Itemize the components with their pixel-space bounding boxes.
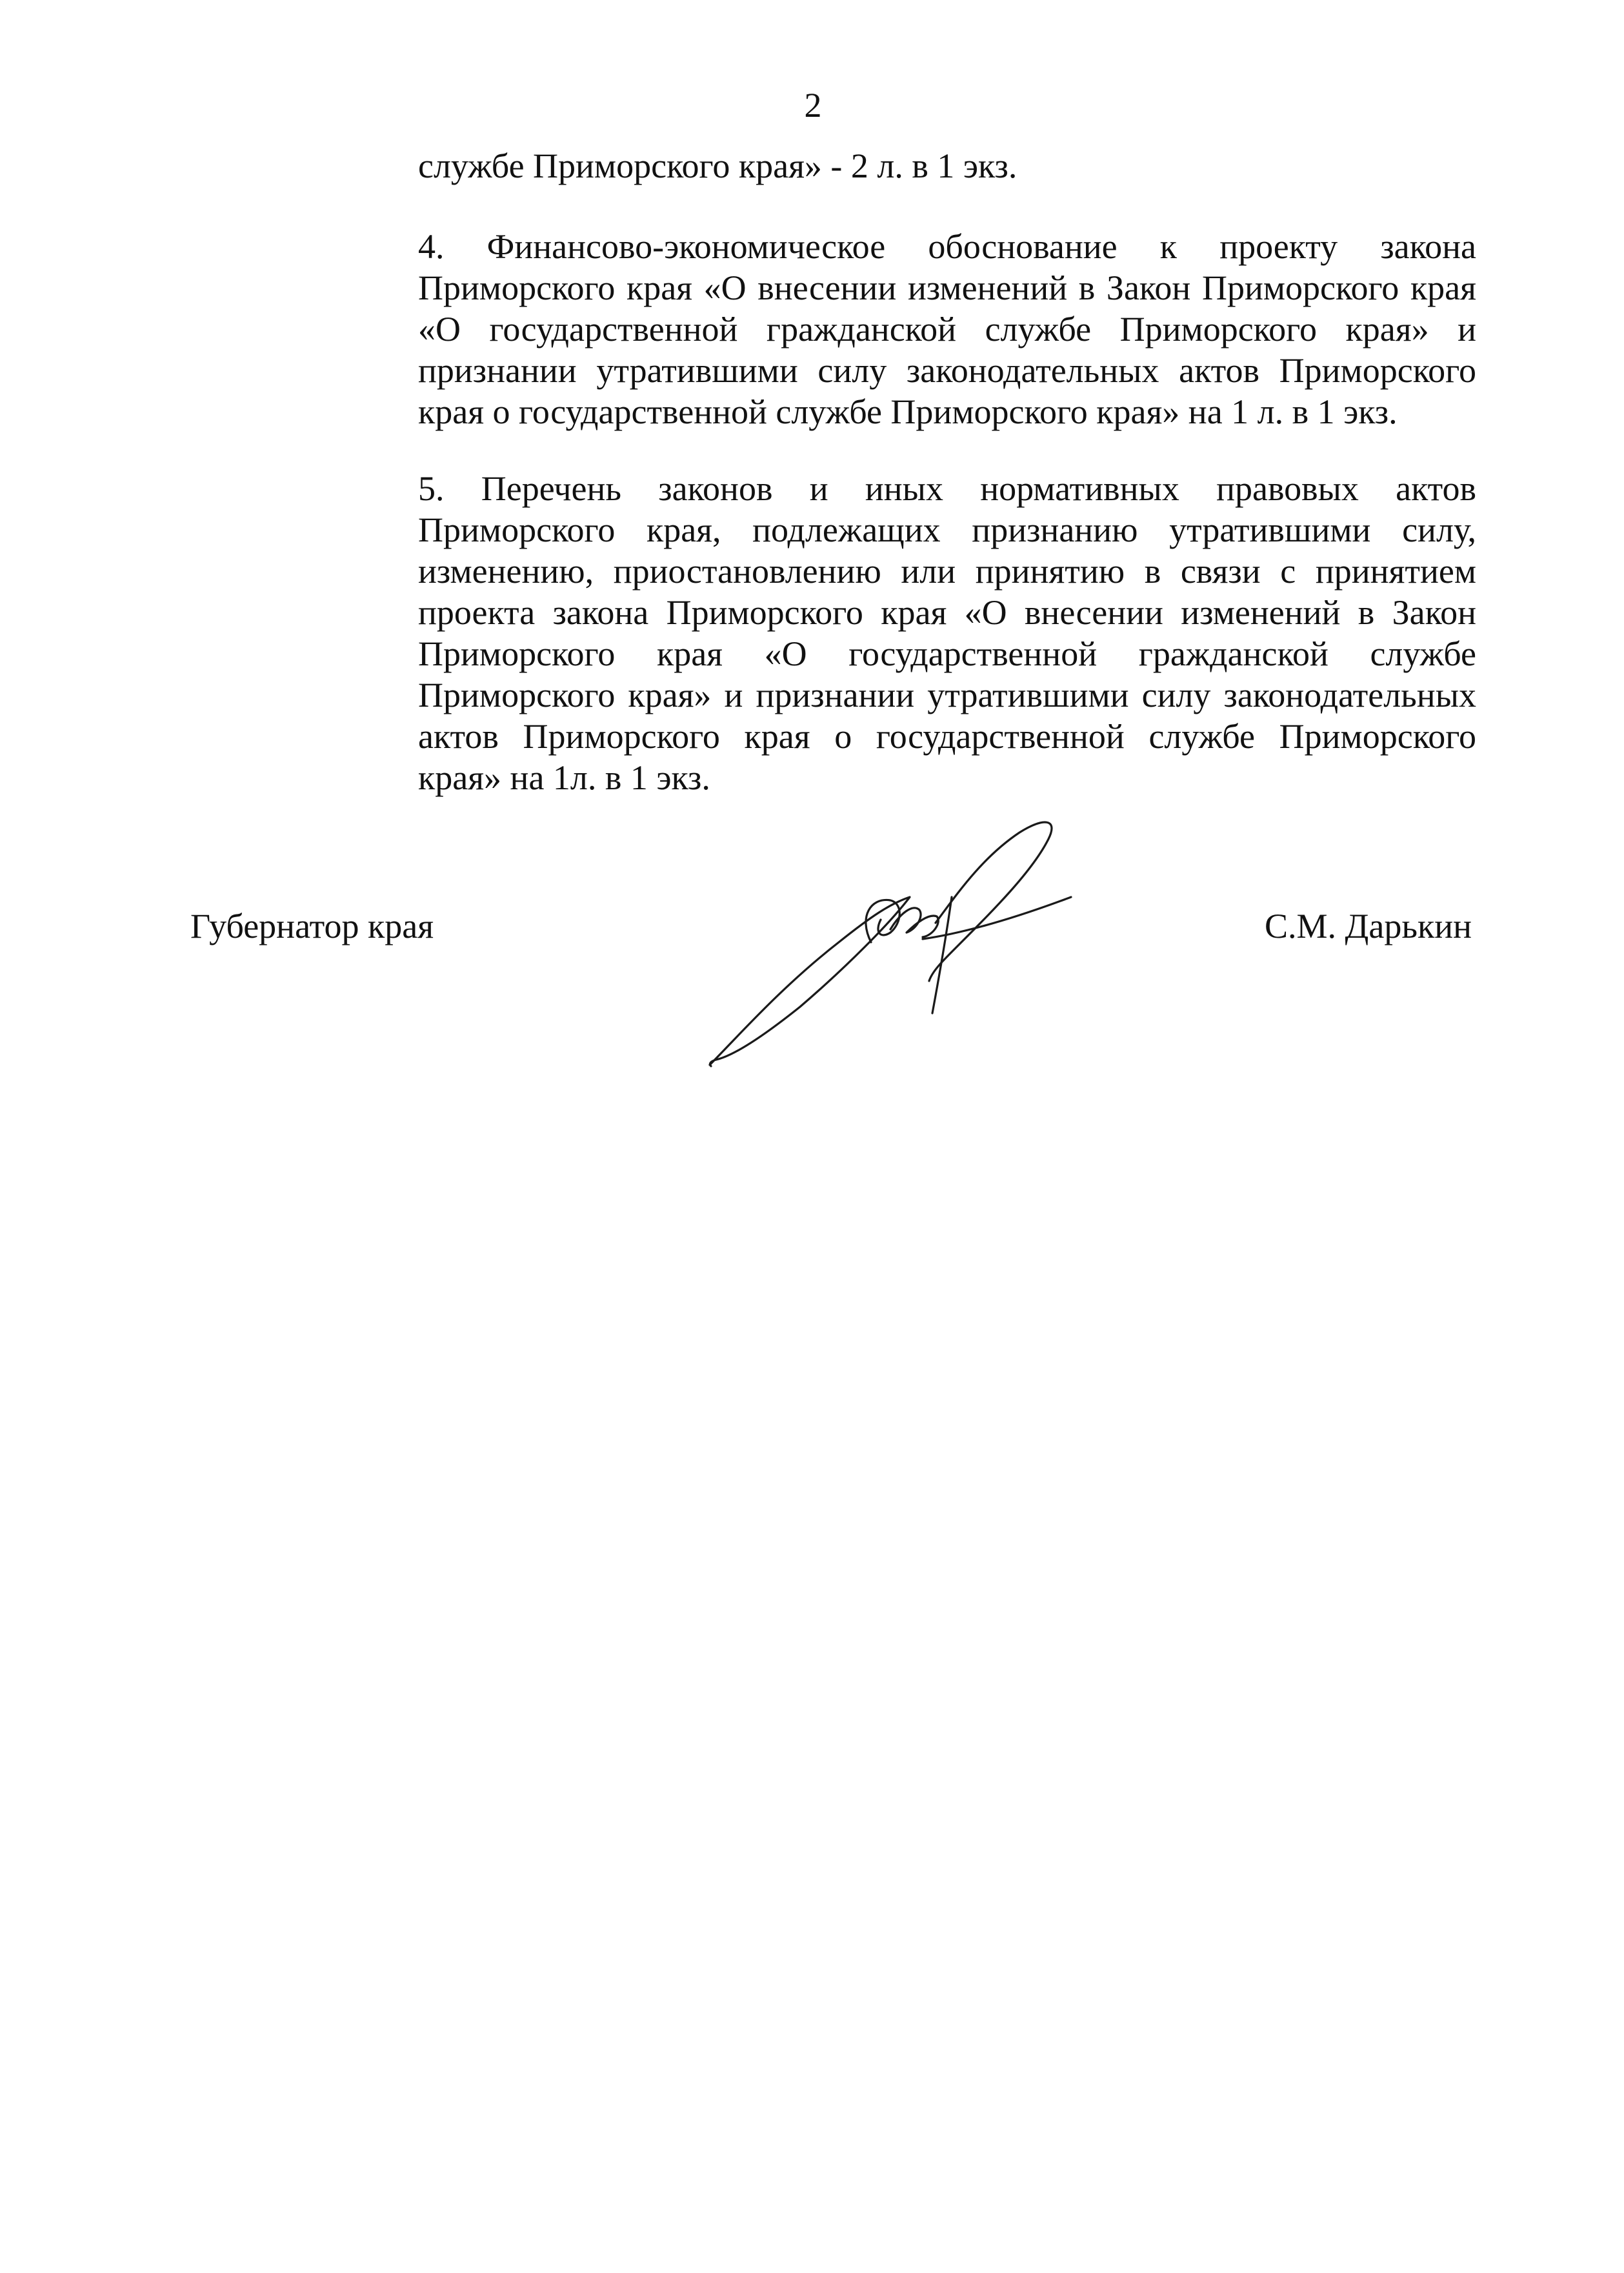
page-number: 2 — [804, 86, 822, 125]
continuation-line: службе Приморского края» - 2 л. в 1 экз. — [418, 146, 1018, 185]
item-4-line-2: Приморского края «О внесении изменений в Закон Приморского края — [418, 268, 1476, 307]
item-5-line-7: актов Приморского края о государственной службе Приморского — [418, 717, 1476, 756]
item-5-line-2: Приморского края, подлежащих признанию утратившими силу, — [418, 510, 1476, 549]
handwritten-signature — [697, 800, 1110, 1078]
item-4-line-4: признании утратившими силу законодательных актов Приморского — [418, 351, 1476, 390]
item-5-line-1: 5. Перечень законов и иных нормативных правовых актов — [418, 469, 1476, 508]
signatory-title: Губернатор края — [190, 907, 434, 945]
item-5-line-3: изменению, приостановлению или принятию в связи с принятием — [418, 552, 1476, 591]
item-4-line-3: «О государственной гражданской службе Приморского края» и — [418, 310, 1476, 349]
item-5-line-8: края» на 1л. в 1 экз. — [418, 758, 710, 797]
item-4-line-5: края о государственной службе Приморского края» на 1 л. в 1 экз. — [418, 392, 1398, 431]
signatory-name: С.М. Дарькин — [1265, 907, 1472, 945]
list-item-5 — [418, 468, 1476, 798]
continuation-paragraph — [418, 145, 1476, 187]
item-5-line-5: Приморского края «О государственной гражданской службе — [418, 634, 1476, 673]
item-4-line-1: 4. Финансово-экономическое обоснование к проекту закона — [418, 227, 1476, 266]
item-5-line-4: проекта закона Приморского края «О внесении изменений в Закон — [418, 593, 1476, 632]
item-5-line-6: Приморского края» и признании утратившими силу законодательных — [418, 676, 1476, 714]
list-item-4 — [418, 226, 1476, 432]
